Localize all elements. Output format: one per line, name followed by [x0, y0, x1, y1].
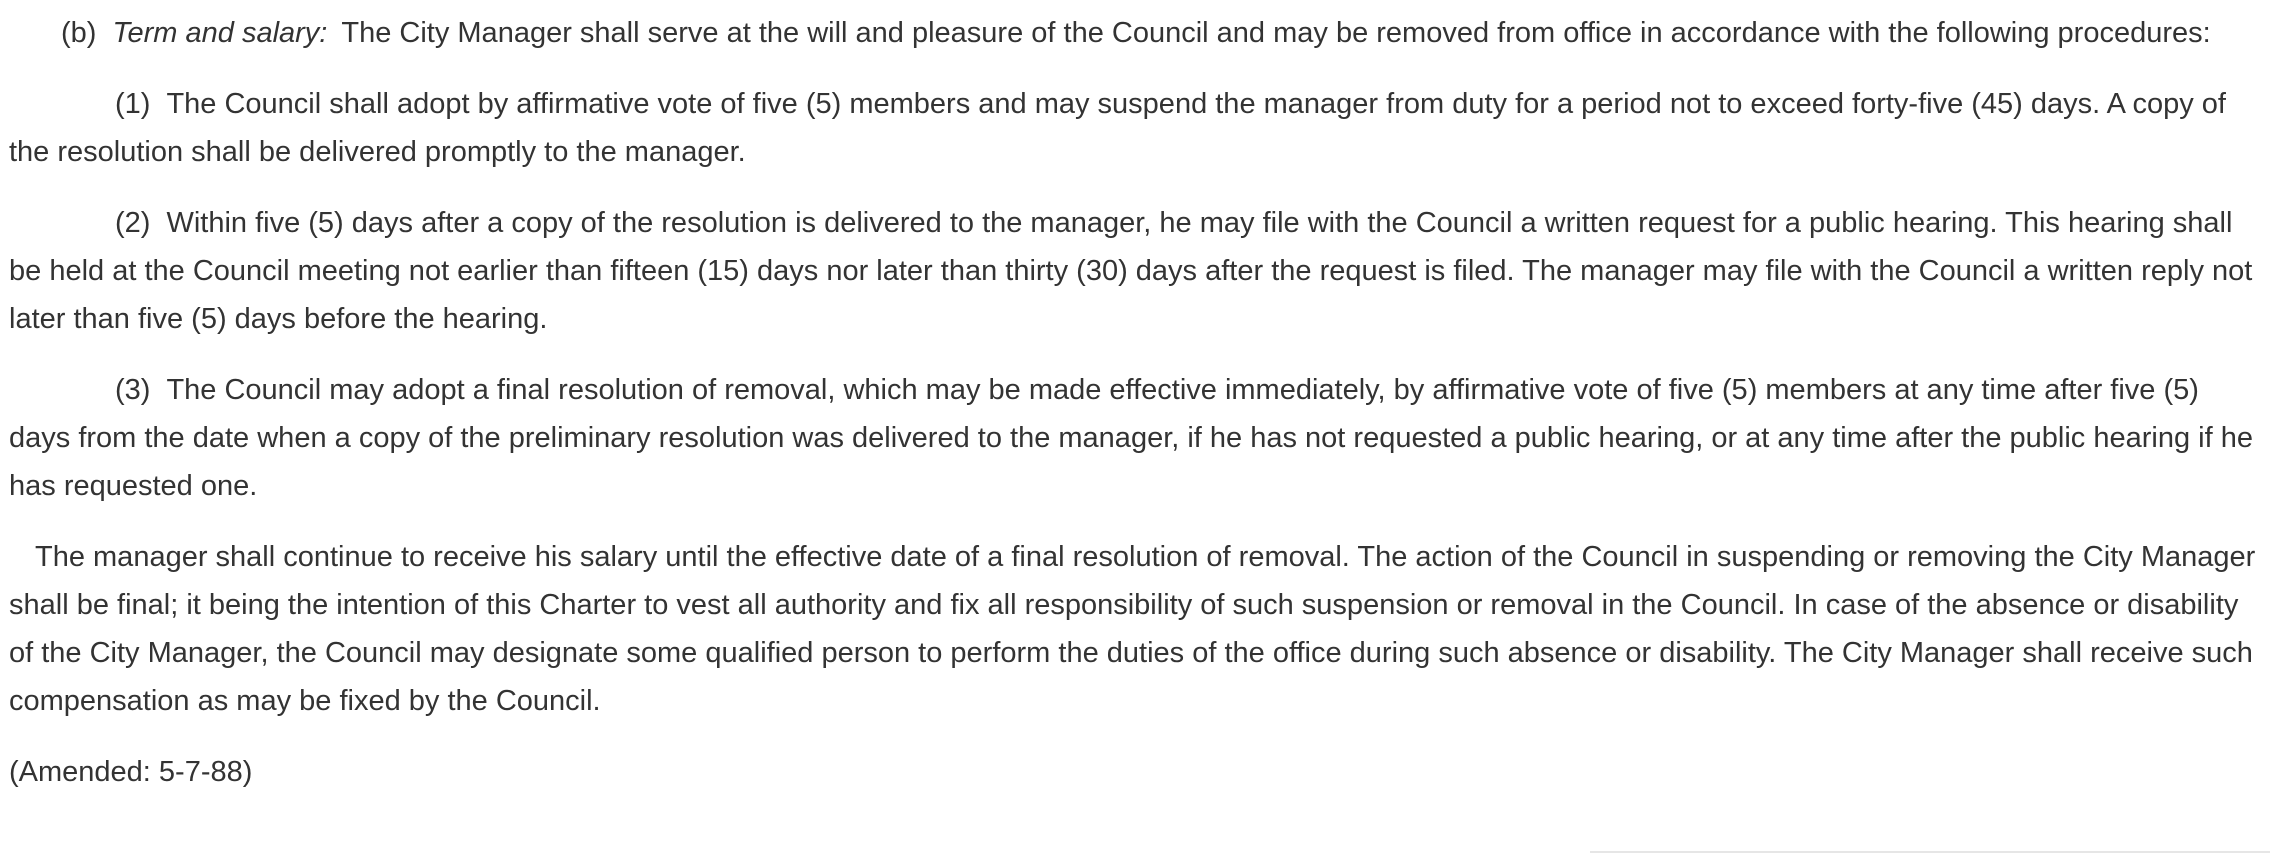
procedure-3-paragraph: [9, 366, 2261, 510]
procedure-1-text: The Council shall adopt by affirmative vote of five (5) members and may suspend the manager from duty for a period not to exceed forty-five (45) days. A copy of the resolution shall be delivered promptly to the manager.: [9, 88, 2226, 168]
procedure-2-text: Within five (5) days after a copy of the resolution is delivered to the manager, he may file with the Council a written request for a public hearing. This hearing shall be held at the Council meeting not earlier than fifteen (15) days nor later than thirty (30) days after the request is filed. The manager may file with the Council a written reply not later than five (5) days before the hearing.: [9, 207, 2253, 335]
procedure-2-number: (2): [115, 207, 151, 239]
section-b-paragraph: [9, 9, 2261, 57]
section-b-text: The City Manager shall serve at the will and pleasure of the Council and may be removed from office in accordance with the following procedures:: [341, 17, 2211, 49]
procedure-1-paragraph: [9, 80, 2261, 176]
procedure-2-paragraph: [9, 199, 2261, 343]
procedure-3-text: The Council may adopt a final resolution of removal, which may be made effective immediately, by affirmative vote of five (5) members at any time after five (5) days from the date when a copy of the preliminary resolution was delivered to the manager, if he has not requested a public hearing, or at any time after the public hearing if he has requested one.: [9, 374, 2253, 502]
charter-document: [9, 9, 2261, 796]
salary-continuation-paragraph: [9, 533, 2261, 725]
history-note: (Amended: 5-7-88): [9, 756, 253, 788]
procedure-1-number: (1): [115, 88, 151, 120]
procedure-3-number: (3): [115, 374, 151, 406]
section-b-number: (b): [61, 17, 97, 49]
section-b-heading: Term and salary:: [112, 17, 328, 49]
salary-continuation-text: The manager shall continue to receive his salary until the effective date of a final resolution of removal. The action of the Council in suspending or removing the City Manager shall be final; it being the intention of this Charter to vest all authority and fix all responsibility of such suspension or removal in the Council. In case of the absence or disability of the City Manager, the Council may designate some qualified person to perform the duties of the office during such absence or disability. The City Manager shall receive such compensation as may be fixed by the Council.: [9, 541, 2256, 717]
